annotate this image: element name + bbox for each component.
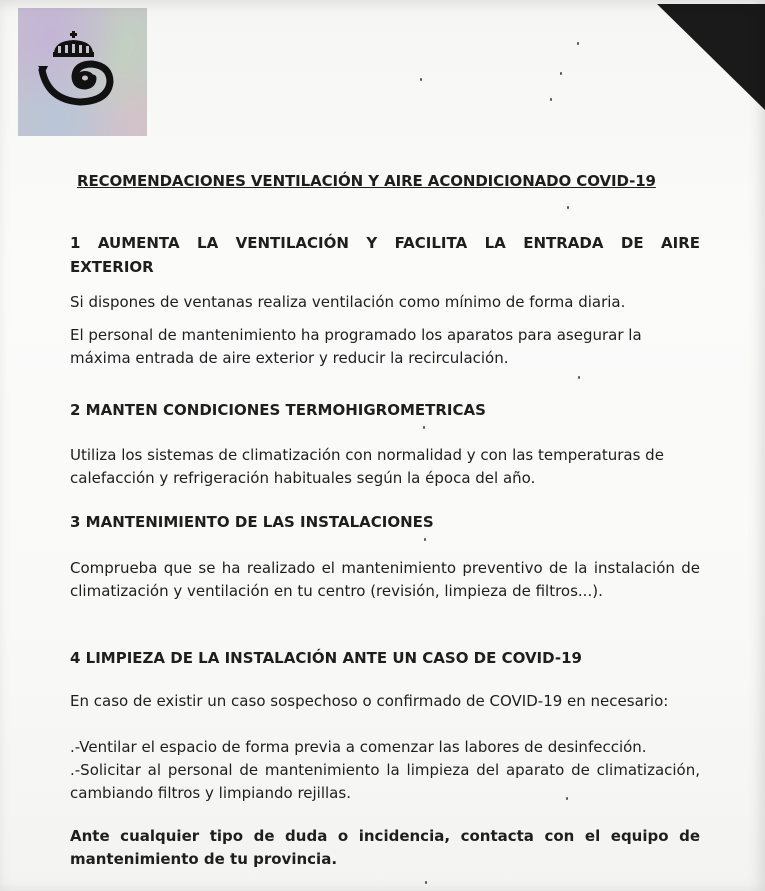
section-1-heading-line2: EXTERIOR bbox=[70, 258, 154, 276]
document-title: RECOMENDACIONES VENTILACIÓN Y AIRE ACONDICIONADO COVID-19 bbox=[77, 172, 656, 190]
section-2-paragraph-1: Utiliza los sistemas de climatización con normalidad y con las temperaturas de calefacción y refrigeración habituales según la época del año. bbox=[70, 446, 664, 487]
section-4-heading: 4 LIMPIEZA DE LA INSTALACIÓN ANTE UN CASO DE COVID-19 bbox=[70, 649, 582, 667]
section-3-heading: 3 MANTENIMIENTO DE LAS INSTALACIONES bbox=[70, 513, 434, 531]
section-3-paragraph-1: Comprueba que se ha realizado el mantenimiento preventivo de la instalación de climatización y ventilación en tu centro (revisión, limpieza de filtros...). bbox=[70, 559, 700, 600]
paper-speck bbox=[577, 42, 579, 45]
section-2-heading: 2 MANTEN CONDICIONES TERMOHIGROMETRICAS bbox=[70, 401, 486, 419]
paper-speck bbox=[566, 797, 568, 800]
correos-logo bbox=[18, 8, 147, 136]
paper-speck bbox=[425, 881, 427, 884]
paper-speck bbox=[420, 78, 422, 81]
section-1-paragraph-2: El personal de mantenimiento ha programado los aparatos para asegurar la máxima entrada de aire exterior y reducir la recirculación. bbox=[70, 326, 642, 367]
paper-speck bbox=[567, 206, 569, 209]
closing-note: Ante cualquier tipo de duda o incidencia, contacta con el equipo de mantenimiento de tu provincia. bbox=[70, 827, 700, 868]
paper-speck bbox=[423, 426, 425, 429]
paper-speck bbox=[424, 538, 426, 541]
section-1-heading-line1: 1 AUMENTA LA VENTILACIÓN Y FACILITA LA ENTRADA DE AIRE bbox=[70, 234, 700, 252]
paper-speck bbox=[578, 376, 580, 379]
paper-speck bbox=[550, 98, 552, 101]
page-corner-shadow bbox=[657, 4, 765, 110]
paper-speck bbox=[560, 72, 562, 75]
section-1-paragraph-1: Si dispones de ventanas realiza ventilación como mínimo de forma diaria. bbox=[70, 293, 626, 311]
correos-crown-horn-icon bbox=[18, 8, 147, 136]
section-4-bullet-2: .-Solicitar al personal de mantenimiento la limpieza del aparato de climatización, cambiando filtros y limpiando rejillas. bbox=[70, 761, 700, 802]
section-4-bullet-1: .-Ventilar el espacio de forma previa a comenzar las labores de desinfección. bbox=[70, 738, 647, 756]
section-4-paragraph-1: En caso de existir un caso sospechoso o confirmado de COVID-19 en necesario: bbox=[70, 692, 669, 710]
